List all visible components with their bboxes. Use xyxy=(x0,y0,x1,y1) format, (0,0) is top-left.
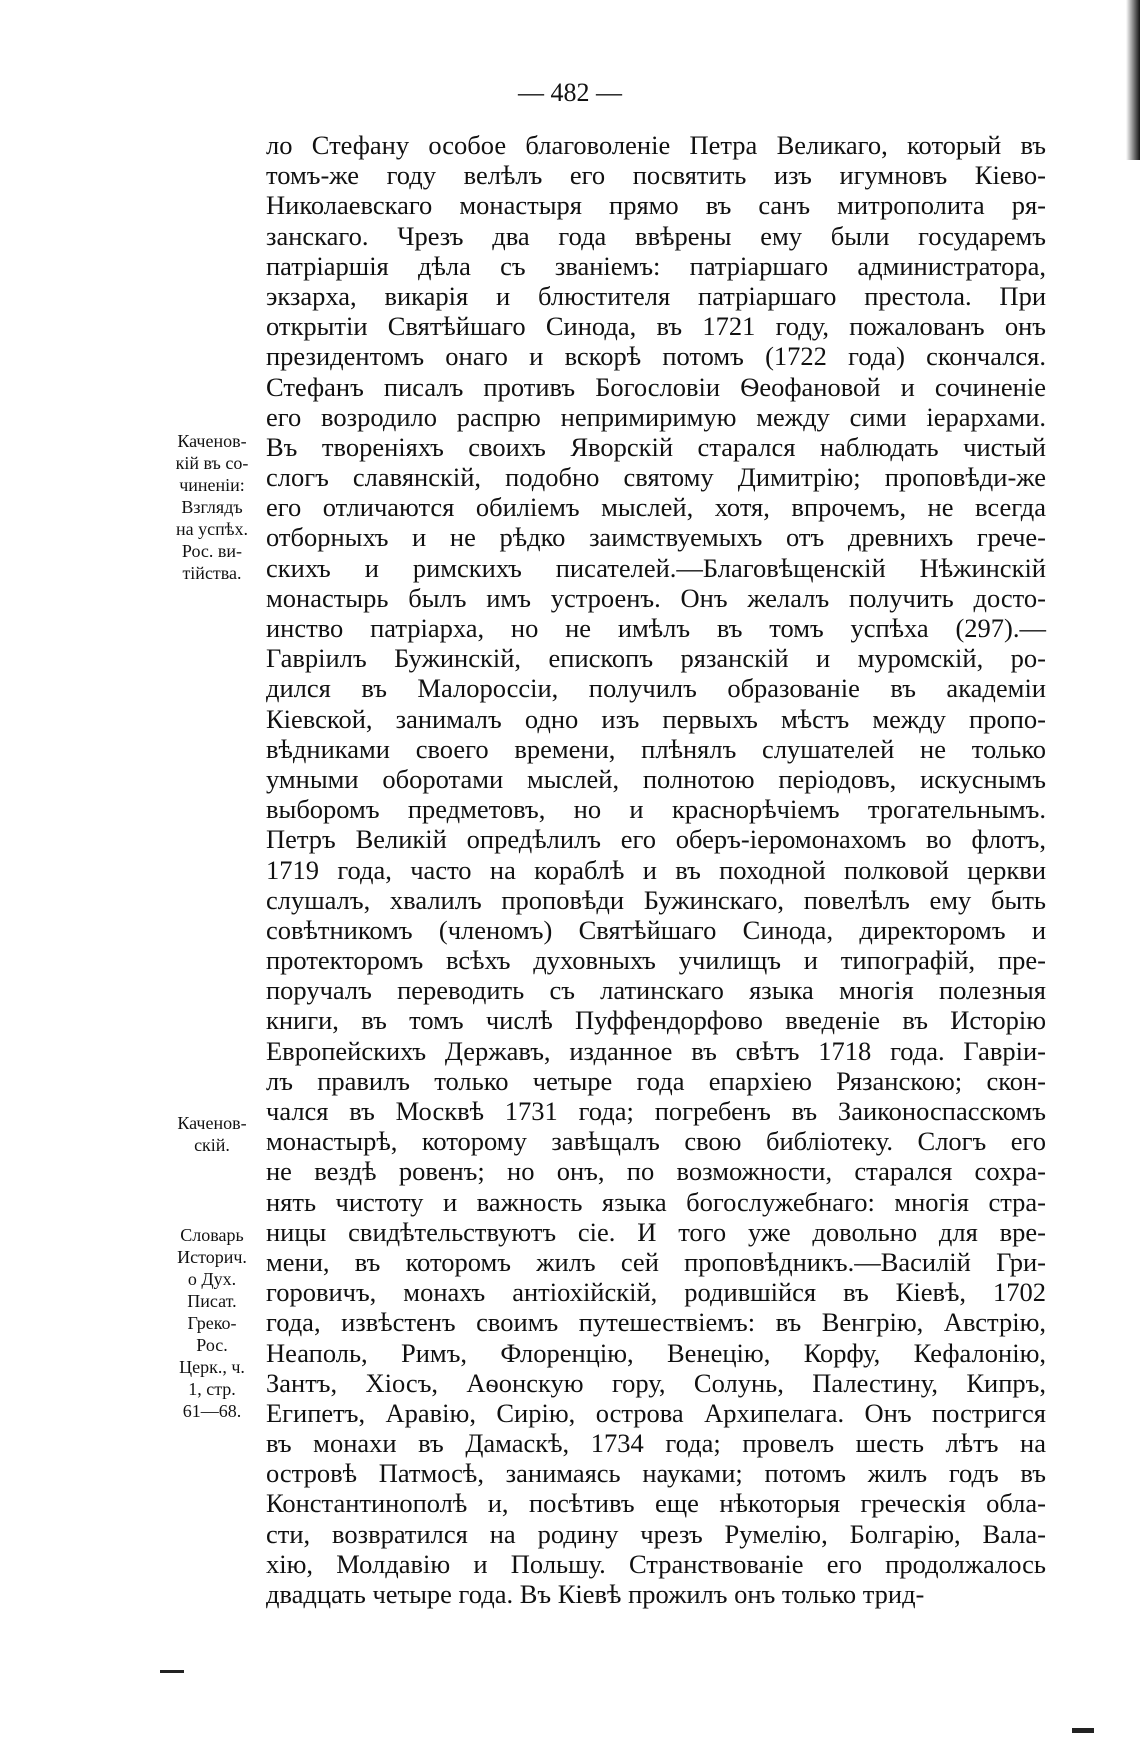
margin-note-kachenovsky xyxy=(158,1112,266,1156)
scan-speck xyxy=(160,1670,184,1673)
margin-note-line: Каченов- xyxy=(177,431,247,451)
margin-note-line: о Дух. xyxy=(187,1269,237,1289)
text-line: островѣ Патмосѣ, занимаясь науками; потомъ жилъ годъ въ xyxy=(266,1458,1046,1489)
text-line: года, извѣстенъ своимъ путешествіемъ: въ Венгрію, Австрію, xyxy=(266,1307,1046,1338)
text-line: патріаршія дѣла съ званіемъ: патріаршаго администратора, xyxy=(266,250,1046,281)
margin-note-line: Словарь xyxy=(180,1225,244,1245)
scan-speck xyxy=(1072,1728,1094,1733)
text-line: умными оборотами мыслей, полнотою періодовъ, искуснымъ xyxy=(266,763,1046,794)
text-line: президентомъ онаго и вскорѣ потомъ (1722 года) скончался. xyxy=(266,341,1046,372)
text-line: поручалъ переводить съ латинскаго языка многія полезныя xyxy=(266,975,1046,1006)
text-line: хію, Молдавію и Польшу. Странствованіе его продолжалось xyxy=(266,1548,1046,1579)
margin-note-line: тійства. xyxy=(182,563,242,583)
text-line: экзарха, викарія и блюстителя патріаршаго престола. При xyxy=(266,280,1046,311)
text-line: Петръ Великій опредѣлилъ его оберъ-іеромонахомъ во флотъ, xyxy=(266,824,1046,855)
text-line: выборомъ предметовъ, но и краснорѣчіемъ трогательнымъ. xyxy=(266,794,1046,825)
margin-note-line: 61—68. xyxy=(182,1401,242,1421)
text-line: инство патріарха, но не имѣлъ въ томъ успѣха (297).— xyxy=(266,613,1046,643)
margin-note-line: кій въ со- xyxy=(175,453,249,473)
text-line: нять чистоту и важность языка богослужебнаго: многія стра- xyxy=(266,1186,1046,1217)
text-line: Кіевской, занималъ одно изъ первыхъ мѣстъ между пропо- xyxy=(266,703,1046,734)
main-text-column xyxy=(266,130,1046,1609)
text-line: протекторомъ всѣхъ духовныхъ училищъ и типографій, пре- xyxy=(266,945,1046,976)
text-line: монастырь былъ имъ устроенъ. Онъ желалъ получить досто- xyxy=(266,582,1046,613)
text-line: лъ правилъ только четыре года епархіею Рязанскою; скон- xyxy=(266,1065,1046,1096)
text-line: открытіи Святѣйшаго Синода, въ 1721 году, пожалованъ онъ xyxy=(266,311,1046,342)
text-line: не вездѣ ровенъ; но онъ, по возможности, старался сохра- xyxy=(266,1156,1046,1187)
text-line: Николаевскаго монастыря прямо въ санъ митрополита ря- xyxy=(266,190,1046,221)
text-line: ло Стефану особое благоволеніе Петра Великаго, который въ xyxy=(266,130,1046,160)
text-line: отборныхъ и не рѣдко заимствуемыхъ отъ древнихъ грече- xyxy=(266,522,1046,553)
margin-note-line: чиненіи: xyxy=(179,475,245,495)
text-line: слогъ славянскій, подобно святому Димитрію; проповѣди-же xyxy=(266,462,1046,493)
text-line: занскаго. Чрезъ два года ввѣрены ему были государемъ xyxy=(266,220,1046,251)
text-line: совѣтникомъ (членомъ) Святѣйшаго Синода, директоромъ и xyxy=(266,914,1046,945)
margin-note-line: скій. xyxy=(194,1135,230,1155)
text-line: 1719 года, часто на кораблѣ и въ походной полковой церкви xyxy=(266,854,1046,885)
text-line: Египетъ, Аравію, Сирію, острова Архипелага. Онъ постригся xyxy=(266,1397,1046,1428)
text-line: сти, возвратился на родину чрезъ Румелію, Болгарію, Вала- xyxy=(266,1518,1046,1549)
text-line: ницы свидѣтельствуютъ сіе. И того уже довольно для вре- xyxy=(266,1216,1046,1247)
page-number: — 482 — xyxy=(518,78,622,107)
text-line: Зантъ, Хіосъ, Аѳонскую гору, Солунь, Палестину, Кипръ, xyxy=(266,1367,1046,1398)
text-line: чался въ Москвѣ 1731 года; погребенъ въ Заиконоспасскомъ xyxy=(266,1096,1046,1126)
text-line: Гавріилъ Бужинскій, епископъ рязанскій и муромскій, ро- xyxy=(266,643,1046,674)
text-line: горовичъ, монахъ антіохійскій, родившійся въ Кіевѣ, 1702 xyxy=(266,1277,1046,1308)
margin-note-line: Каченов- xyxy=(177,1113,247,1133)
text-line: вѣдниками своего времени, плѣнялъ слушателей не только xyxy=(266,733,1046,764)
margin-note-line: Рос. xyxy=(196,1335,228,1355)
margin-note-dictionary xyxy=(158,1224,266,1422)
text-line: Константинополѣ и, посѣтивъ еще нѣкоторыя греческія обла- xyxy=(266,1488,1046,1519)
text-line: мени, въ которомъ жилъ сей проповѣдникъ.—Василій Гри- xyxy=(266,1246,1046,1277)
text-line: скихъ и римскихъ писателей.—Благовѣщенскій Нѣжинскій xyxy=(266,552,1046,583)
text-line: Въ твореніяхъ своихъ Яворскій старался наблюдать чистый xyxy=(266,431,1046,462)
margin-note-line: Взглядъ xyxy=(181,497,243,517)
text-line: Европейскихъ Державъ, изданное въ свѣтъ 1718 года. Гавріи- xyxy=(266,1035,1046,1066)
text-line: книги, въ томъ числѣ Пуффендорфово введеніе въ Исторію xyxy=(266,1005,1046,1036)
margin-note-line: Греко- xyxy=(187,1313,237,1333)
text-line: томъ-же году велѣлъ его посвятить изъ игумновъ Кіево- xyxy=(266,160,1046,191)
margin-note-line: Писат. xyxy=(187,1291,237,1311)
margin-note-kachenovsky-essay xyxy=(158,430,266,584)
margin-note-line: на успѣх. xyxy=(175,519,249,539)
text-line: двадцать четыре года. Въ Кіевѣ прожилъ онъ только трид- xyxy=(266,1579,925,1609)
text-line: слушалъ, хвалилъ проповѣди Бужинскаго, повелѣлъ ему быть xyxy=(266,884,1046,915)
margin-note-line: 1, стр. xyxy=(188,1379,236,1399)
text-line: въ монахи въ Дамаскѣ, 1734 года; провелъ шесть лѣтъ на xyxy=(266,1428,1046,1459)
text-line: монастырѣ, которому завѣщалъ свою библіотеку. Слогъ его xyxy=(266,1126,1046,1157)
margin-note-line: Церк., ч. xyxy=(179,1357,245,1377)
text-line: его возродило распрю непримиримую между сими іерархами. xyxy=(266,401,1046,432)
text-line: его отличаются обиліемъ мыслей, хотя, впрочемъ, не всегда xyxy=(266,492,1046,523)
text-line: Неаполь, Римъ, Флоренцію, Венецію, Корфу, Кефалонію, xyxy=(266,1337,1046,1368)
margin-note-line: Рос. ви- xyxy=(181,541,243,561)
text-line: Стефанъ писалъ противъ Богословіи Ѳеофановой и сочиненіе xyxy=(266,371,1046,402)
margin-note-line: Историч. xyxy=(177,1247,247,1267)
text-line: дился въ Малороссіи, получилъ образованіе въ академіи xyxy=(266,673,1046,704)
